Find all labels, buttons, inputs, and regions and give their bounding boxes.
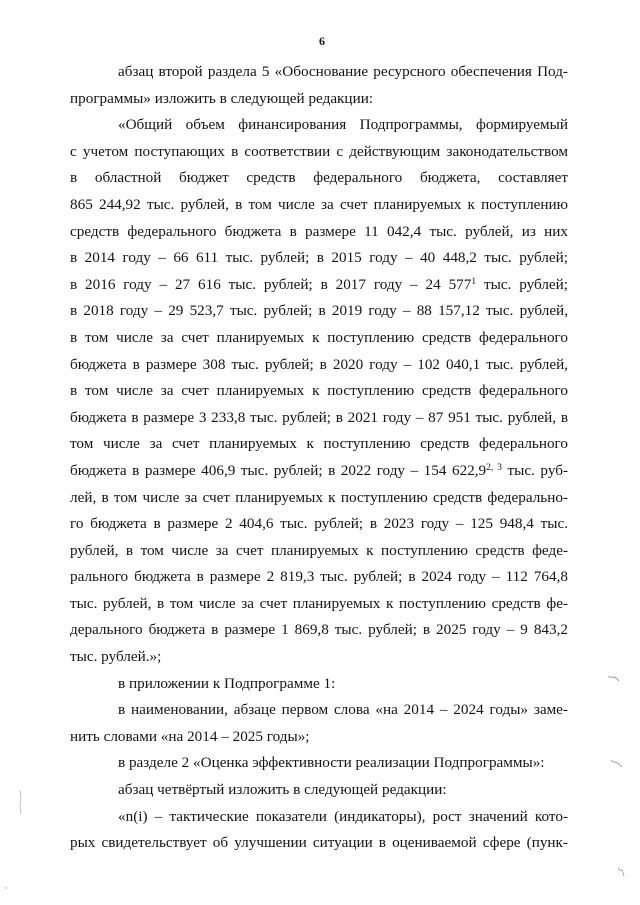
document-line: в 2014 году – 66 611 тыс. рублей; в 2015 году – 40 448,2 тыс. рублей; (70, 249, 568, 267)
document-line: «n(i) – тактические показатели (индикаторы), рост значений кото- (118, 807, 568, 825)
document-line: бюджета в размере 308 тыс. рублей; в 2020 году – 102 040,1 тыс. рублей, (70, 355, 568, 373)
document-line: программы» изложить в следующей редакции: (70, 89, 374, 107)
document-line: в областной бюджет средств федерального бюджета, составляет (70, 169, 568, 187)
document-line: лей, в том числе за счет планируемых к поступлению средств федерально- (70, 488, 568, 506)
paragraph (70, 59, 568, 112)
document-line: абзац четвёртый изложить в следующей редакции: (118, 781, 447, 799)
document-line: дерального бюджета в размере 1 869,8 тыс. рублей; в 2025 году – 9 843,2 (70, 621, 568, 639)
document-line (70, 272, 568, 299)
footnote-mark: 1 (471, 276, 477, 287)
paragraph (70, 697, 568, 750)
document-line: тыс. рублей.»; (70, 648, 162, 666)
line-text: тыс. рублей; (476, 275, 568, 293)
paragraph (70, 750, 568, 777)
document-line: в разделе 2 «Оценка эффективности реализации Подпрограммы»: (118, 754, 545, 772)
paragraph (70, 671, 568, 698)
scan-speck (20, 790, 21, 814)
line-text: тыс. руб- (502, 461, 568, 479)
document-line: 865 244,92 тыс. рублей, в том числе за счет планируемых к поступлению (70, 195, 568, 213)
document-line: в том числе за счет планируемых к поступлению средств федерального (70, 328, 568, 346)
document-line: рых свидетельствует об улучшении ситуации в оцениваемой сфере (пунк- (70, 834, 568, 852)
footnote-mark: 2, 3 (486, 462, 502, 473)
document-line: средств федерального бюджета в размере 11 042,4 тыс. рублей, из них (70, 222, 568, 240)
document-line: абзац второй раздела 5 «Обоснование ресурсного обеспечения Под- (118, 63, 568, 80)
document-line: рального бюджета в размере 2 819,3 тыс. рублей; в 2024 году – 112 764,8 (70, 568, 568, 586)
document-line (70, 458, 568, 485)
document-line: «Общий объем финансирования Подпрограммы, формируемый (118, 116, 568, 134)
document-body (70, 59, 568, 857)
document-line: рублей, в том числе за счет планируемых к поступлению средств феде- (70, 541, 568, 559)
document-line: в том числе за счет планируемых к поступлению средств федерального (70, 382, 568, 400)
scan-speck (5, 887, 7, 889)
document-line: тыс. рублей, в том числе за счет планируемых к поступлению средств фе- (70, 594, 568, 612)
paragraph (70, 804, 568, 857)
line-text: в 2016 году – 27 616 тыс. рублей; в 2017 году – 24 577 (70, 275, 472, 293)
document-line: с учетом поступающих в соответствии с действующим законодательством (70, 142, 568, 160)
document-line: бюджета в размере 3 233,8 тыс. рублей; в 2021 году – 87 951 тыс. рублей, в (70, 408, 568, 426)
scan-speck (608, 676, 619, 681)
document-line: в наименовании, абзаце первом слова «на 2014 – 2024 годы» заме- (118, 701, 568, 719)
scan-speck (618, 868, 624, 876)
scan-speck (611, 760, 622, 767)
page-number: 6 (319, 34, 325, 48)
document-line: том числе за счет планируемых к поступлению средств федерального (70, 435, 568, 453)
document-line: в приложении к Подпрограмме 1: (118, 674, 336, 692)
document-line: нить словами «на 2014 – 2025 годы»; (70, 727, 310, 745)
document-line: в 2018 году – 29 523,7 тыс. рублей; в 2019 году – 88 157,12 тыс. рублей, (70, 302, 568, 320)
paragraph (70, 777, 568, 804)
document-line: го бюджета в размере 2 404,6 тыс. рублей; в 2023 году – 125 948,4 тыс. (70, 515, 568, 533)
paragraph (70, 112, 568, 670)
line-text: бюджета в размере 406,9 тыс. рублей; в 2022 году – 154 622,9 (70, 461, 487, 479)
